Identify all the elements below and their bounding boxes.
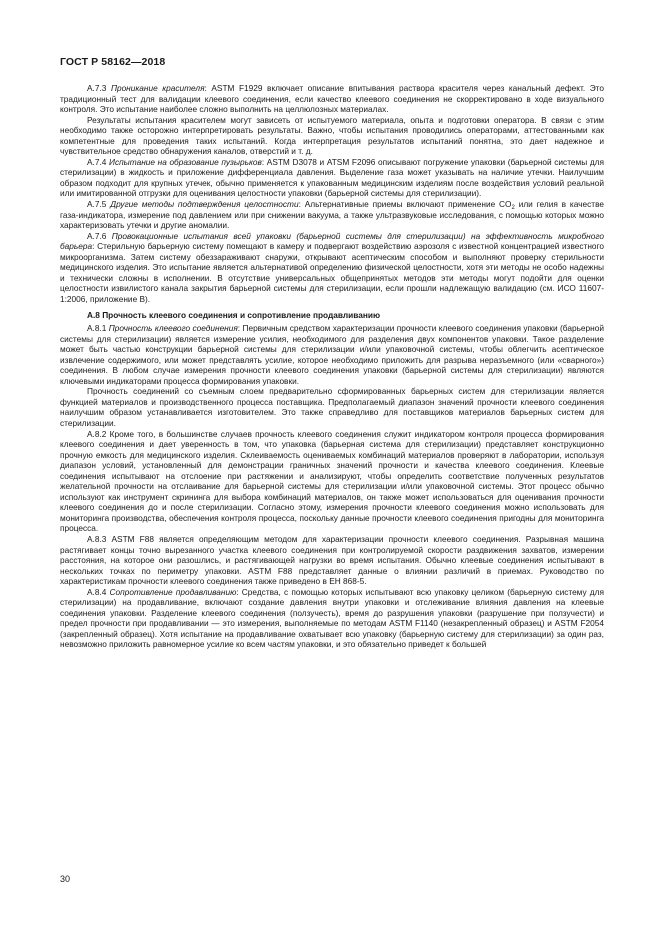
- paragraph-a73-continuation: Результаты испытания красителем могут зависеть от испытуемого материала, опыта и подготовки оператора. В связи с этим необходимо также осторожно интерпретировать результаты. Важно, чтобы испытания проводились операторами, аттестованными как компетентные для проведения таких испытаний. Когда интерпретация результатов испытаний понятна, это дает надежное и чувствительное средство обнаружения каналов, отверстий и т. д.: [60, 114, 604, 157]
- document-header: ГОСТ Р 58162—2018: [60, 56, 166, 68]
- section-heading-a8: А.8 Прочность клеевого соединения и сопротивление продавливанию: [87, 310, 381, 321]
- document-body: [60, 83, 604, 650]
- paragraph-a81: А.8.1 Прочность клеевого соединения: Первичным средством характеризации прочности клеевого соединения упаковки (барьерной системы для стерилизации) является измерение усилия, необходимого для разделения двух компонентов упаковки. Такое разделение может быть частью конструкции барьерной системы для стерилизации и/или упаковочной системы, чтобы облегчить асептическое извлечение содержимого, или может представлять усилие, которое необходимо приложить для разрыва неразъемного (или «сварного») соединения. В любом случае измерения прочности клеевого соединения упаковки (барьерной системы для стерилизации) являются ключевыми индикаторами процесса формирования упаковки.: [60, 323, 604, 386]
- term-bubble-test: Испытание на образование пузырьков: [109, 156, 262, 167]
- term-other-integrity-methods: Другие методы подтверждения целостности: [110, 199, 299, 210]
- paragraph-a76: А.7.6 Провокационные испытания всей упаковки (барьерной системы для стерилизации) на эффективность микробного барьера: Стерильную барьерную систему помещают в камеру и подвергают воздействию аэрозоля с известной концентрацией известного микроорганизма. Затем систему обеззараживают снаружи, открывают асептическим способом и выполняют проверку стерильности медицинского изделия. Это испытание является альтернативой определению физической целостности, хотя эти методы не особо надежны и технически сложны в исполнении. В отсутствие универсальных общепринятых методов эти методы могут подойти для оценки целостности извилистого канала закрытия барьерной системы для стерилизации, если прошли надлежащую валидацию (см. ИСО 11607-1:2006, приложение В).: [60, 230, 604, 304]
- paragraph-a73: А.7.3 Проникание красителя: ASTM F1929 включает описание впитывания раствора красителя через канальный дефект. Это традиционный тест для валидации клеевого соединения, если качество клеевого соединения не скорректировано в ходе визуального контроля. Это испытание наиболее сложно выполнить на целлюлозных материалах.: [60, 83, 605, 115]
- term-dye-penetration: Проникание красителя: [110, 83, 205, 93]
- paragraph-a82: А.8.2 Кроме того, в большинстве случаев прочность клеевого соединения служит индикатором контроля процесса формирования клеевого соединения и дает уверенность в том, что упаковка (барьерная система для стерилизации) представляет конструкционно прочную емкость для медицинского изделия. Склеиваемость оцениваемых комбинаций материалов проверяют в лаборатории, используя диапазон условий, установленный для демонстрации граничных значений прочности и качества клеевого соединения. Клеевые соединения испытывают на отслоение при растяжении и анализируют, чтобы определить соответствие полученных результатов желательной прочности на отслаивание для барьерной системы для стерилизации и/или упаковочной системы. Этот процесс обычно используют как инструмент скрининга для выбора комбинаций материалов, он также может использоваться для оценивания прочности клеевого соединения до и после стерилизации. Согласно этому, измерения прочности клеевого соединения можно использовать для мониторинга производства, обеспечения контроля процесса, поскольку данные прочности клеевого соединения пригодны для мониторинга процесса.: [60, 428, 604, 534]
- term-microbial-challenge: Провокационные испытания всей упаковки (барьерной системы для стерилизации) на эффективность микробного барьера: [60, 230, 604, 252]
- term-seal-strength: Прочность клеевого соединения: [108, 323, 238, 334]
- page-number: 30: [60, 874, 71, 884]
- paragraph-a83: А.8.3 ASTM F88 является определяющим методом для характеризации прочности клеевого соединения. Разрывная машина растягивает концы точно вырезанного участка клеевого соединения при контролируемой скорости раздвижения захватов, измерении расстояния, на которое они разошлись, и растягивающей нагрузки во время испытания. Обычно клеевые соединения испытывают в нескольких точках по периметру упаковки. ASTM F88 представляет данные о влиянии различий в приемах. Руководство по характеристикам прочности клеевого соединения также приведено в ЕН 868-5.: [60, 533, 604, 587]
- term-burst-resistance: Сопротивление продавливанию: [109, 586, 237, 597]
- paragraph-a81-continuation: Прочность соединений со съемным слоем предварительно сформированных барьерных систем для стерилизации является функцией материалов и производственного процесса поставщика. Предполагаемый диапазон значений прочности клеевого соединения наилучшим образом устанавливается изготовителем. Это также справедливо для поставщиков материалов барьерных систем для стерилизации.: [60, 386, 604, 428]
- paragraph-a75: А.7.5 Другие методы подтверждения целостности: Альтернативные приемы включают применение $CO_2$ или гелия в качестве газа-индикатора, измерение под давлением или при снижении вакуума, а также ультразвуковые исследования, с помощью которых можно характеризовать утечки и другие аномалии.: [60, 199, 604, 231]
- paragraph-a74: А.7.4 Испытание на образование пузырьков: ASTM D3078 и ATSM F2096 описывают погружение упаковки (барьерной системы для стерилизации) в жидкость и приложение дифференциала давления. Выделение газа может указывать на наличие утечки. Наилучшим образом подходит для крупных утечек, обычно применяется к упакованным медицинским изделиям после воздействия условий реальной или имитированной отгрузки для оценивания целостности упаковки (барьерной системы для стерилизации).: [60, 156, 605, 199]
- paragraph-a84: А.8.4 Сопротивление продавливанию: Средства, с помощью которых испытывают всю упаковку целиком (барьерную систему для стерилизации) на продавливание, включают создание давления внутри упаковки и отслеживание влияния давления на клеевые соединения упаковки. Разделение клеевого соединения (ползучесть), время до разрушения упаковки (разрушение при ползучести) и предел прочности при продавливании — это измерения, выполняемые по методам ASTM F1140 (незакрепленный образец) и ASTM F2054 (закрепленный образец). Хотя испытание на продавливание охватывает всю упаковку (барьерную систему для стерилизации) за один раз, невозможно приложить равномерное усилие ко всем частям упаковки, и это обязательно приведет к большей: [60, 586, 604, 650]
- subscript-2: 2: [511, 205, 515, 212]
